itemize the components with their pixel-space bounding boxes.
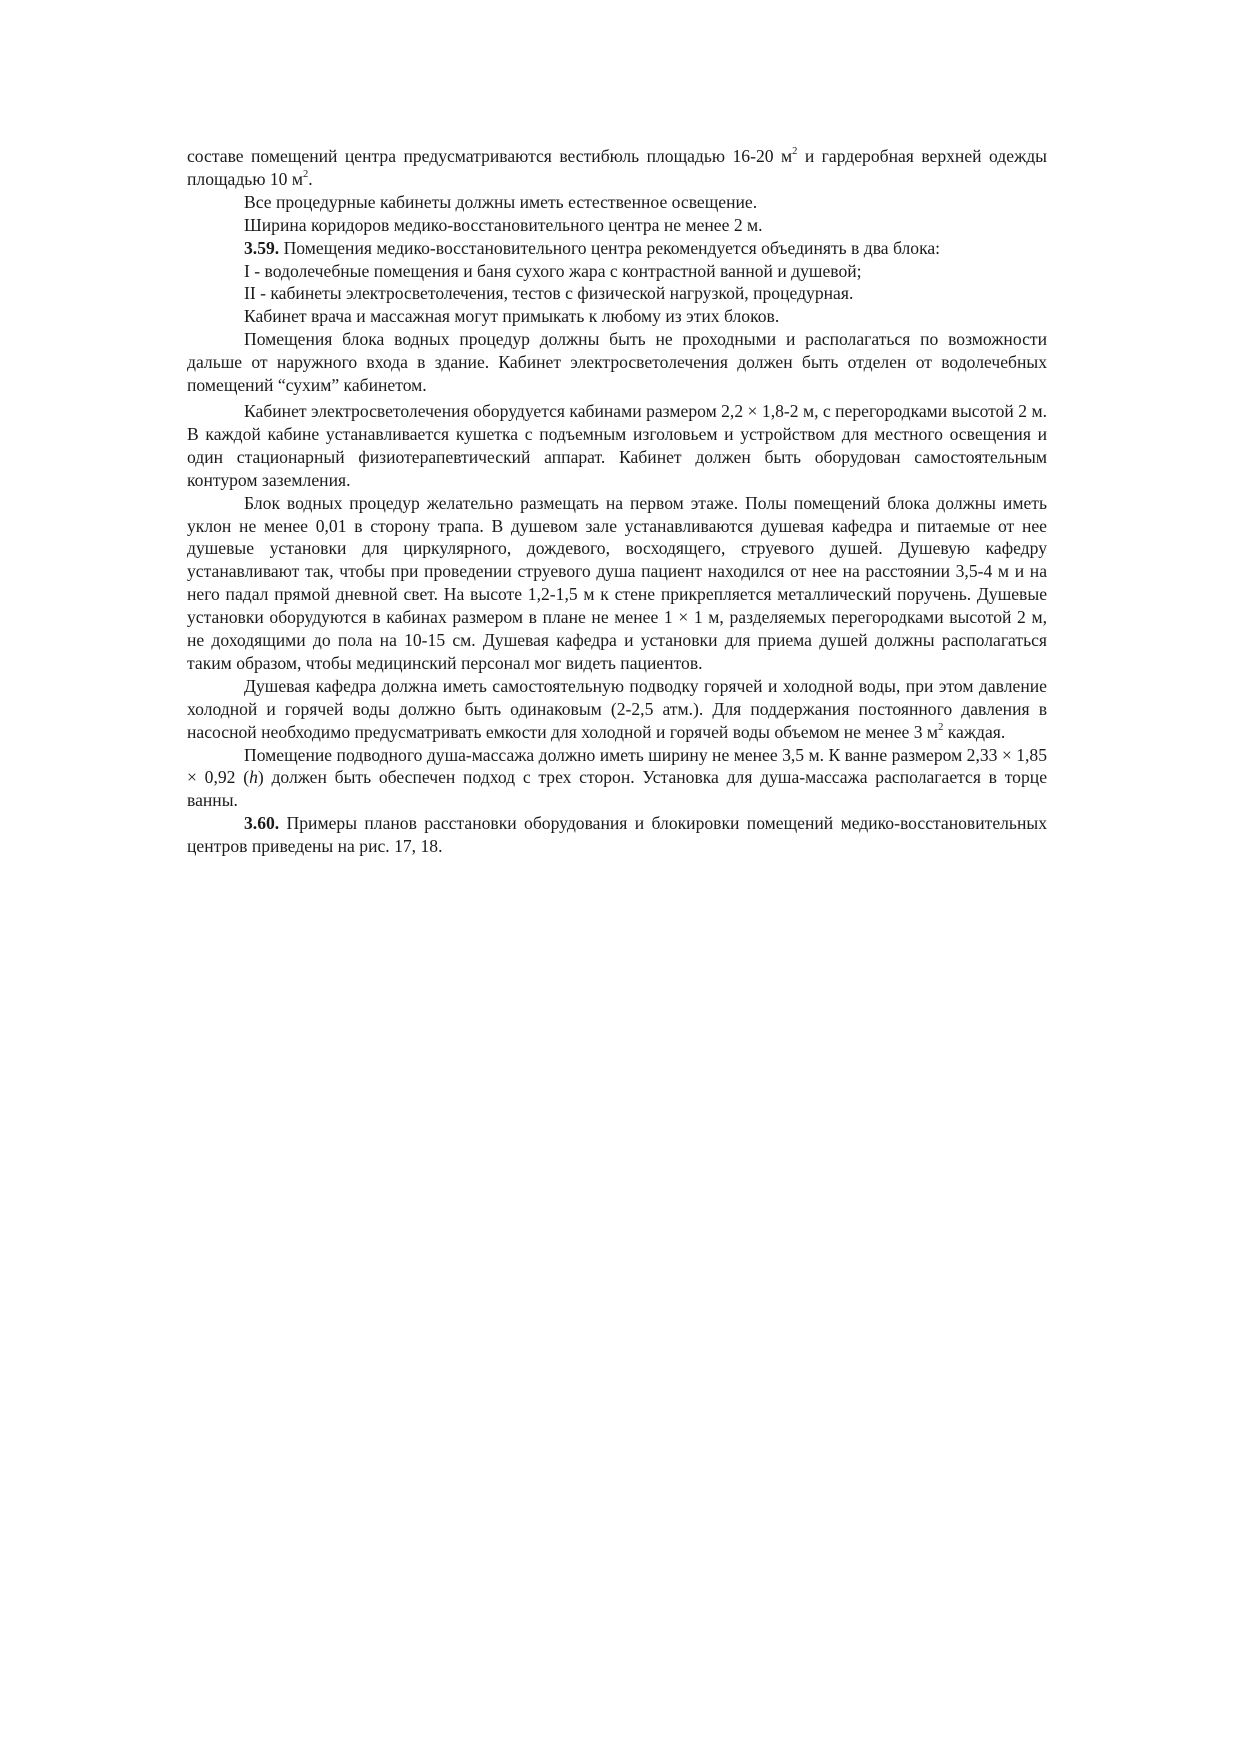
text-run: Душевая кафедра должна иметь самостоятельную подводку горячей и холодной воды, при этом давление холодной и горячей воды должно быть одинаковым (2-2,5 атм.). Для поддержания постоянного давления в насосной необходимо предусматривать емкости для холодной и горячей воды объемом не менее 3 м	[187, 675, 1047, 742]
text-run: Помещения блока водных процедур должны быть не проходными и располагаться по возможности дальше от наружного входа в здание. Кабинет электросветолечения должен быть отделен от водолечебных помещений “сухим” кабинетом.	[187, 329, 1047, 396]
paragraph-p10	[187, 675, 1047, 744]
text-run: Помещения медико-восстановительного центра рекомендуется объединять в два блока:	[279, 237, 941, 258]
text-run: I - водолечебные помещения и баня сухого жара с контрастной ванной и душевой;	[244, 260, 862, 281]
text-run: Ширина коридоров медико-восстановительного центра не менее 2 м.	[244, 214, 763, 235]
text-run: Блок водных процедур желательно размещать на первом этаже. Полы помещений блока должны иметь уклон не менее 0,01 в сторону трапа. В душевом зале устанавливаются душевая кафедра и питаемые от нее душевые установки для циркулярного, дождевого, восходящего, струевого душей. Душевую кафедру устанавливают так, чтобы при проведении струевого душа пациент находился от нее на расстоянии 3,5-4 м и на него падал прямой дневной свет. На высоте 1,2-1,5 м к стене прикрепляется металлический поручень. Душевые установки оборудуются в кабинах размером в плане не менее 1 × 1 м, разделяемых перегородками высотой 2 м, не доходящими до пола на 10-15 см. Душевая кафедра и установки для приема душей должны располагаться таким образом, чтобы медицинский персонал мог видеть пациентов.	[187, 492, 1047, 673]
paragraph-p6	[187, 305, 1047, 328]
paragraph-p0	[187, 145, 1047, 191]
text-run: II - кабинеты электросветолечения, тестов с физической нагрузкой, процедурная.	[244, 283, 854, 304]
paragraph-p3	[187, 237, 1047, 260]
superscript: 2	[938, 721, 944, 733]
text-run: Кабинет электросветолечения оборудуется кабинами размером 2,2 × 1,8-2 м, с перегородками высотой 2 м. В каждой кабине устанавливается кушетка с подъемным изголовьем и устройством для местного освещения и один стационарный физиотерапевтический аппарат. Кабинет должен быть оборудован самостоятельным контуром заземления.	[187, 400, 1047, 490]
paragraph-p5	[187, 282, 1047, 305]
paragraph-p12	[187, 812, 1047, 858]
superscript: 2	[792, 146, 798, 158]
paragraph-p7	[187, 328, 1047, 397]
superscript: 2	[303, 169, 309, 180]
paragraph-p2	[187, 214, 1047, 237]
text-run: Кабинет врача и массажная могут примыкать к любому из этих блоков.	[244, 306, 780, 327]
text-run: Все процедурные кабинеты должны иметь естественное освещение.	[244, 191, 758, 212]
text-run: и гардеробная верхней одежды площадью 10 м	[187, 146, 1047, 189]
paragraph-p9	[187, 492, 1047, 675]
text-run: ) должен быть обеспечен подход с трех сторон. Установка для душа-массажа располагается в торце ванны.	[187, 767, 1047, 811]
paragraph-p1	[187, 191, 1047, 214]
text-run: каждая.	[943, 721, 1006, 742]
section-number: 3.60.	[244, 813, 280, 834]
text-run: .	[308, 168, 313, 189]
text-run: Помещение подводного душа-массажа должно иметь ширину не менее 3,5 м. К ванне размером 2,33 × 1,85 × 0,92 (	[187, 744, 1047, 788]
text-run: составе помещений центра предусматриваются вестибюль площадью 16-20 м	[187, 146, 793, 166]
paragraph-p8	[187, 400, 1047, 492]
document-page	[187, 145, 1047, 858]
section-number: 3.59.	[244, 237, 280, 258]
paragraph-p11	[187, 744, 1047, 813]
paragraph-p4	[187, 260, 1047, 283]
italic-symbol: h	[249, 767, 258, 788]
text-run: Примеры планов расстановки оборудования и блокировки помещений медико-восстановительных центров приведены на рис. 17, 18.	[187, 813, 1047, 857]
